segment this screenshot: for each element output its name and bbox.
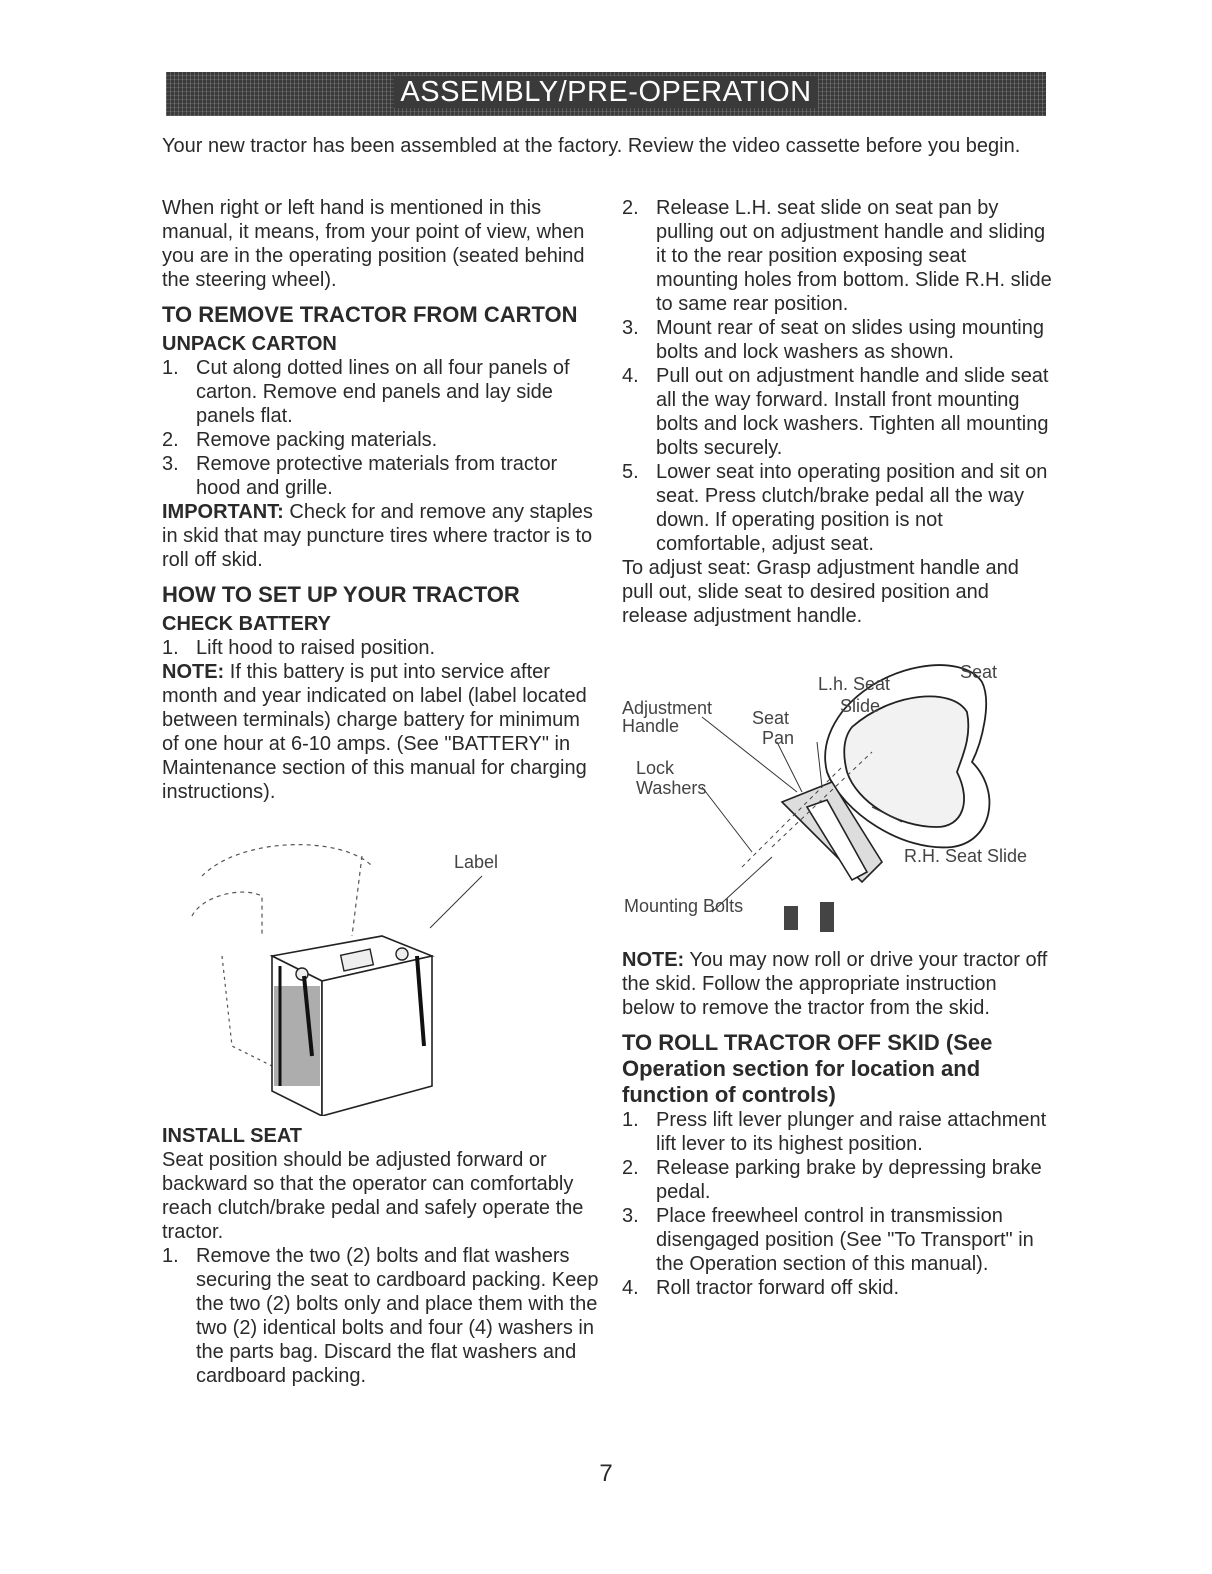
lock-washers-callout-2: Washers <box>636 778 707 798</box>
intro-paragraph: Your new tractor has been assembled at the factory. Review the video cassette before you begin. <box>162 135 1021 157</box>
list-item: 1. Remove the two (2) bolts and flat washers securing the seat to cardboard packing. Keep the two (2) bolts only and place them with the two (2) identical bolts and four (4) washers in the parts bag. Discard the flat washers and cardboard packing. <box>162 1245 599 1387</box>
list-item: 1. Cut along dotted lines on all four panels of carton. Remove end panels and lay side panels flat. <box>162 357 570 427</box>
seat-pan-callout: Seat <box>752 708 790 728</box>
lh-slide-callout-2: Slide <box>840 696 881 716</box>
unpack-steps <box>162 356 602 500</box>
list-item: 2. Release L.H. seat slide on seat pan by pulling out on adjustment handle and sliding it to the rear position exposing seat mounting holes from bottom. Slide R.H. slide to same rear position. <box>622 197 1052 315</box>
battery-note: NOTE: If this battery is put into service after month and year indicated on label (label located between terminals) charge battery for minimum of one hour at 6-10 amps. (See "BATTERY" in Maintenance section of this manual for charging instructions). <box>162 661 587 803</box>
mounting-bolts-callout: Mounting Bolts <box>624 896 744 916</box>
list-item: 3. Mount rear of seat on slides using mounting bolts and lock washers as shown. <box>622 317 1044 363</box>
install-heading: INSTALL SEAT <box>162 1125 302 1147</box>
list-item: 3. Remove protective materials from tractor hood and grille. <box>162 453 558 499</box>
list-item: 2. Remove packing materials. <box>162 429 438 451</box>
list-item: 1. Press lift lever plunger and raise attachment lift lever to its highest position. <box>622 1109 1047 1155</box>
battery-label-callout: Label <box>454 852 499 872</box>
section-title: ASSEMBLY/PRE-OPERATION <box>166 76 1046 109</box>
list-item: 2. Release parking brake by depressing brake pedal. <box>622 1157 1042 1203</box>
battery-illustration <box>162 816 562 1116</box>
list-item: 3. Place freewheel control in transmission disengaged position (See "To Transport" in the Operation section of this manual). <box>622 1205 1034 1275</box>
hand-note: When right or left hand is mentioned in this manual, it means, from your point of view, when you are in the operating position (seated behind the steering wheel). <box>162 197 585 291</box>
setup-heading: HOW TO SET UP YOUR TRACTOR <box>162 582 520 607</box>
seat-pan-callout-2: Pan <box>762 728 795 748</box>
lh-slide-callout: L.h. Seat <box>818 674 891 694</box>
unpack-heading: UNPACK CARTON <box>162 333 337 355</box>
page-number: 7 <box>599 1460 613 1487</box>
section-banner <box>166 72 1046 116</box>
battery-steps <box>162 636 602 660</box>
roll-note: NOTE: You may now roll or drive your tractor off the skid. Follow the appropriate instruction below to remove the tractor from the skid. <box>622 949 1048 1019</box>
battery-heading: CHECK BATTERY <box>162 613 331 635</box>
roll-heading: TO ROLL TRACTOR OFF SKID (See Operation section for location and function of controls) <box>622 1030 993 1107</box>
adjust-seat-text: To adjust seat: Grasp adjustment handle and pull out, slide seat to desired position and release adjustment handle. <box>622 557 1019 627</box>
adjustment-callout: Adjustment <box>622 698 713 718</box>
list-item: 1. Lift hood to raised position. <box>162 637 436 659</box>
list-item: 4. Pull out on adjustment handle and slide seat all the way forward. Install front mounting bolts and lock washers. Tighten all mounting bolts securely. <box>622 365 1049 459</box>
important-note: IMPORTANT: Check for and remove any staples in skid that may puncture tires where tractor is to roll off skid. <box>162 501 593 571</box>
remove-heading: TO REMOVE TRACTOR FROM CARTON <box>162 302 578 327</box>
seat-figure <box>622 642 1052 942</box>
roll-steps <box>622 1108 1052 1300</box>
rh-slide-callout: R.H. Seat Slide <box>904 846 1028 866</box>
left-column <box>162 196 602 1388</box>
battery-figure <box>162 816 562 1116</box>
right-column <box>622 196 1052 1300</box>
adjustment-callout-2: Handle <box>622 716 680 736</box>
seat-steps <box>622 196 1052 556</box>
list-item: 4. Roll tractor forward off skid. <box>622 1277 900 1299</box>
list-item: 5. Lower seat into operating position and sit on seat. Press clutch/brake pedal all the way down. If operating position is not comfortable, adjust seat. <box>622 461 1048 555</box>
lock-washers-callout: Lock <box>636 758 675 778</box>
install-text: Seat position should be adjusted forward or backward so that the operator can comfortably reach clutch/brake pedal and safely operate the tractor. <box>162 1149 584 1243</box>
seat-callout: Seat <box>960 662 998 682</box>
install-steps <box>162 1244 602 1388</box>
